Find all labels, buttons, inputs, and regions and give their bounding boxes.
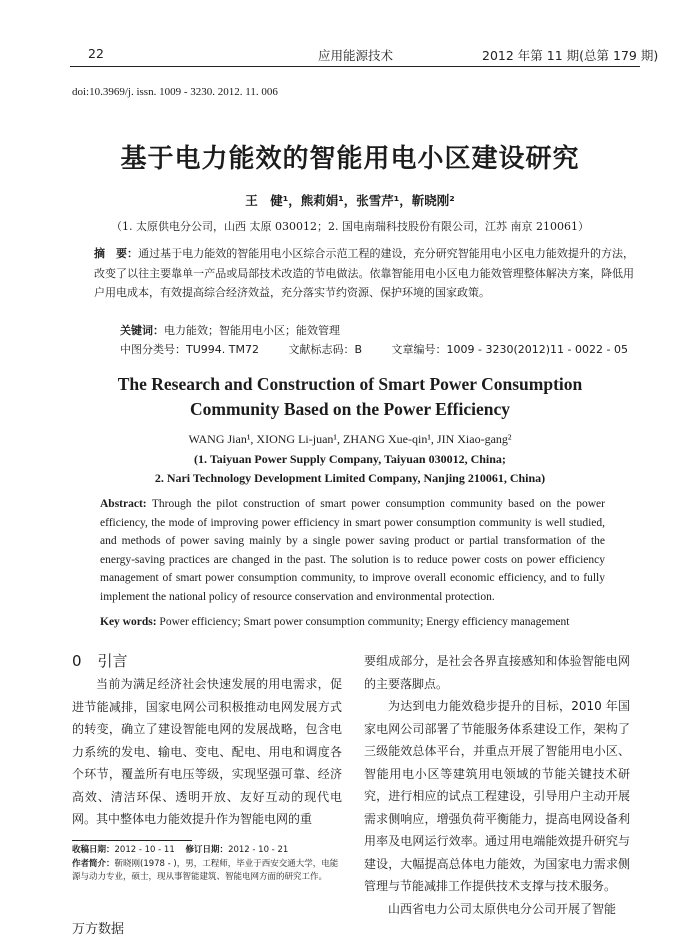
abstract-chinese-text: 通过基于电力能效的智能用电小区综合示范工程的建设，充分研究智能用电小区电力能效提升的方法，改变了以往主要靠单一产品或局部技术改造的节电做法。依靠智能用电小区电力能效管理整体解决方案，降低用户用电成本，有效提高综合经济效益，充分落实节约资源、保护环境的国家政策。 [94, 247, 635, 299]
keywords-english [100, 616, 569, 628]
section-heading [72, 650, 144, 671]
document-code: 文献标志码：B [288, 343, 363, 356]
body-paragraph: 当前为满足经济社会快速发展的用电需求，促进节能减排，国家电网公司积极推动电网发展方式的转变，确立了建设智能电网的发展战略，包含电力系统的发电、输电、变电、配电、用电和调度各个环节，覆盖所有电压等级，实现坚强可靠、经济高效、清洁环保、透明开放、友好互动的现代电网。其中整体电力能效提升作为智能电网的重 [72, 677, 342, 826]
author-bio-label: 作者简介： [72, 858, 115, 869]
doi: doi:10.3969/j. issn. 1009 - 3230. 2012. 11. 006 [72, 86, 278, 98]
title-chinese: 基于电力能效的智能用电小区建设研究 [120, 144, 580, 174]
section-title: 引言 [97, 652, 128, 670]
affiliation-english-line2: 2. Nari Technology Development Limited Company, Nanjing 210061, China) [154, 471, 546, 485]
title-english-line1: The Research and Construction of Smart Power Consumption [117, 374, 583, 394]
footer-watermark: 万方数据 [72, 922, 125, 937]
abstract-english-text: Through the pilot construction of smart power consumption community based on the power efficiency, the mode of improving power efficiency in smart power consumption community is well studied, and methods of power saving mainly by a single power saving product or partial transformation of the energy-saving practices are changed in the past. The solution is to reduce power costs on power efficiency management of smart power consumption community, to improve overall economic efficiency, and to fully implement the national policy of resource conservation and environmental protection. [100, 498, 605, 603]
keywords-chinese-text: 电力能效；智能用电小区；能效管理 [164, 324, 340, 337]
clc-number: 中图分类号：TU994. TM72 [120, 343, 259, 356]
issue-info: 2012 年第 11 期(总第 179 期) [482, 48, 659, 63]
section-number: 0 [72, 652, 82, 670]
affiliation-english-line1: (1. Taiyuan Power Supply Company, Taiyuan 030012, China; [194, 452, 506, 466]
body-paragraph: 要组成部分，是社会各界直接感知和体验智能电网的主要落脚点。 [364, 654, 630, 691]
authors-english: WANG Jian¹, XIONG Li-juan¹, ZHANG Xue-qin¹, JIN Xiao-gang² [188, 432, 512, 446]
keywords-english-text: Power efficiency; Smart power consumption community; Energy efficiency management [159, 616, 570, 628]
page-number: 22 [88, 46, 104, 61]
abstract-chinese [94, 244, 634, 303]
footnote-rule [72, 840, 192, 841]
abstract-english [100, 495, 605, 606]
body-paragraph: 为达到电力能效稳步提升的目标，2010 年国家电网公司部署了节能服务体系建设工作，架构了三级能效总体平台，并重点开展了智能用电小区、智能用电小区等建筑用电领域的节能关键技术研究，进行相应的试点工程建设，引导用户主动开展需求侧响应，增强负荷平衡能力，提高电网设备利用率及电网运行效率。通过用电端能效提升研究与建设，大幅提高总体电力能效，为国家电力需求侧管理与节能减排工作提供技术支撑与技术服务。 [364, 699, 630, 893]
affiliation-english [0, 450, 700, 488]
affiliation-chinese: （1. 太原供电分公司，山西 太原 030012；2. 国电南瑞科技股份有限公司，江苏 南京 210061） [111, 220, 589, 233]
authors-chinese: 王 健¹，熊莉娟¹，张雪芹¹，靳晓刚² [245, 193, 455, 208]
abstract-english-label: Abstract: [100, 498, 147, 510]
footnote-dates [72, 844, 342, 858]
revised-date: 2012 - 10 - 21 [228, 845, 289, 855]
body-right-column [364, 650, 630, 920]
journal-name: 应用能源技术 [318, 48, 394, 63]
classification-line [120, 341, 654, 357]
footnote-author [72, 858, 342, 885]
title-english [0, 372, 700, 422]
keywords-chinese [120, 322, 340, 338]
keywords-chinese-label: 关键词： [120, 324, 164, 337]
footnote [72, 844, 342, 885]
article-number: 文章编号：1009 - 3230(2012)11 - 0022 - 05 [391, 343, 628, 356]
title-english-line2: Community Based on the Power Efficiency [190, 399, 510, 419]
header-rule [70, 66, 640, 67]
revised-label: 修订日期： [185, 845, 229, 855]
abstract-chinese-label: 摘 要： [94, 247, 139, 260]
received-date: 2012 - 10 - 11 [114, 845, 175, 855]
received-label: 收稿日期： [72, 845, 115, 855]
keywords-english-label: Key words: [100, 616, 157, 628]
author-bio-text: 靳晓刚(1978 - )，男，工程师，毕业于西安交通大学，电能源与动力专业，硕士，现从事智能建筑、智能电网方面的研究工作。 [72, 858, 339, 882]
body-paragraph: 山西省电力公司太原供电分公司开展了智能 [388, 901, 617, 916]
body-left-column [72, 673, 342, 831]
